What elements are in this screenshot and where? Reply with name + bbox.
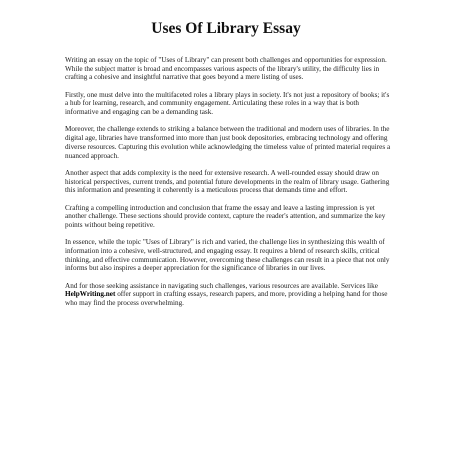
paragraph-1: Writing an essay on the topic of "Uses of Library" can present both challenges and opportunities for expression. While the subject matter is broad and encompasses various aspects of the library's utility, the difficulty lies in crafting a cohesive and insightful narrative that goes beyond a mere listing of uses. (65, 56, 387, 82)
helpwriting-link[interactable]: HelpWriting.net (65, 290, 116, 299)
paragraph-2: Firstly, one must delve into the multifaceted roles a library plays in society. It's not just a repository of books; it's a hub for learning, research, and community engagement. Articulating these roles in a way that is both informative and engaging can be a demanding task. (65, 90, 390, 117)
document-title: Uses Of Library Essay (151, 20, 301, 37)
paragraph-6: In essence, while the topic "Uses of Library" is rich and varied, the challenge lies in synthesizing this wealth of information into a cohesive, well-structured, and engaging essay. It requires a blend of research skills, critical thinking, and effective communication. However, overcoming these challenges can result in a piece that not only informs but also inspires a deeper appreciation for the significance of libraries in our lives. (65, 238, 390, 273)
paragraph-3: Moreover, the challenge extends to striking a balance between the traditional and modern uses of libraries. In the digital age, libraries have transformed into more than just book depositories, embracing technology and offering diverse resources. Capturing this evolution while acknowledging the timeless value of printed material requires a nuanced approach. (65, 125, 391, 160)
paragraph-4: Another aspect that adds complexity is the need for extensive research. A well-rounded essay should draw on historical perspectives, current trends, and potential future developments in the realm of library usage. Gathering this information and presenting it coherently is a meticulous process that demands time and effort. (65, 168, 390, 195)
paragraph-5: Crafting a compelling introduction and conclusion that frame the essay and leave a lasting impression is yet another challenge. These sections should provide context, capture the reader's attention, and summarize the key points without being repetitive. (65, 203, 386, 229)
paragraph-7 (65, 282, 392, 308)
paragraph-7-text-after: offer support in crafting essays, research papers, and more, providing a helping hand for those who may find the process overwhelming. (65, 290, 388, 308)
paragraph-7-text-before: And for those seeking assistance in navigating such challenges, various resources are available. Services like (65, 281, 378, 290)
document-body (65, 56, 392, 316)
